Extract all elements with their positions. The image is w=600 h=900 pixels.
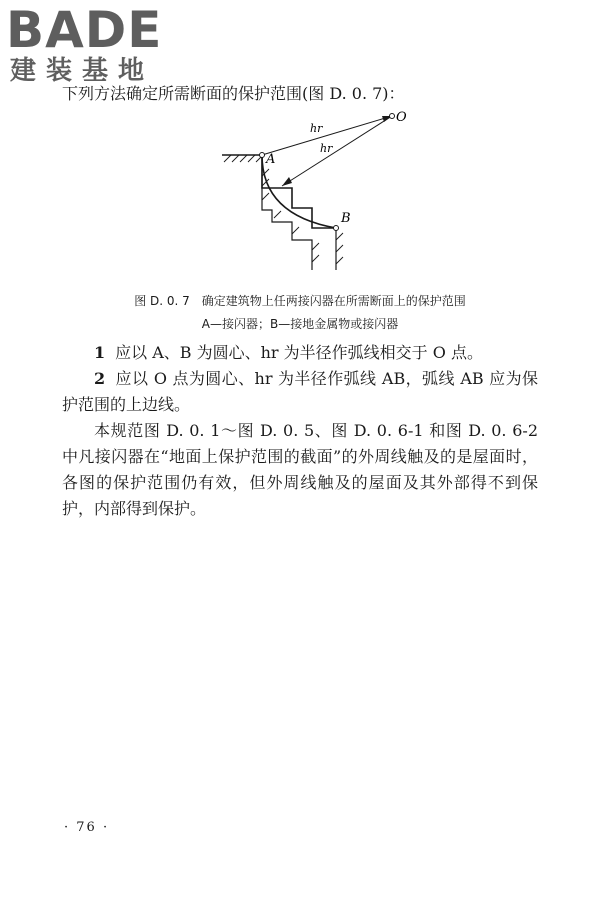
label-a: A [266, 152, 276, 167]
hatching [224, 155, 343, 264]
figure-caption-title: 图 D. 0. 7 确定建筑物上任两接闪器在所需断面上的保护范围 [134, 294, 466, 308]
logo-wordmark: BADE [6, 1, 163, 59]
point-o [390, 114, 395, 119]
point-a [260, 153, 265, 158]
radius-line-o-arc [282, 116, 392, 186]
label-b: B [341, 211, 351, 226]
label-hr-lower: hr [320, 142, 333, 155]
item-text: 应以 O 点为圆心、hr 为半径作弧线 AB，弧线 AB 应为保护范围的上边线。 [62, 369, 538, 414]
note-paragraph: 本规范图 D. 0. 1～图 D. 0. 5、图 D. 0. 6-1 和图 D. 0. 6-2 中凡接闪器在“地面上保护范围的截面”的外周线触及的是屋面时，各图的保护范围仍有效，但外周线触及的屋面及其外部得不到保护，内部得到保护。 [62, 421, 538, 518]
item-text: 应以 A、B 为圆心、hr 为半径作弧线相交于 O 点。 [115, 343, 483, 362]
arrowhead-arc [282, 177, 292, 186]
label-o: O [396, 110, 407, 125]
item-number: 1 [94, 343, 106, 362]
item-number: 2 [94, 369, 106, 388]
building-profile [222, 155, 336, 228]
list-item [62, 340, 538, 366]
list-item [62, 366, 538, 418]
intro-text: 下列方法确定所需断面的保护范围(图 D. 0. 7)： [62, 84, 405, 103]
figure-caption-legend: A—接闪器；B—接地金属物或接闪器 [201, 317, 399, 331]
page-number: · 76 · [64, 820, 110, 835]
label-hr-upper: hr [310, 122, 323, 135]
logo-subtitle: 建装基地 [10, 56, 155, 86]
point-b [334, 226, 339, 231]
figure-d07 [0, 0, 600, 340]
